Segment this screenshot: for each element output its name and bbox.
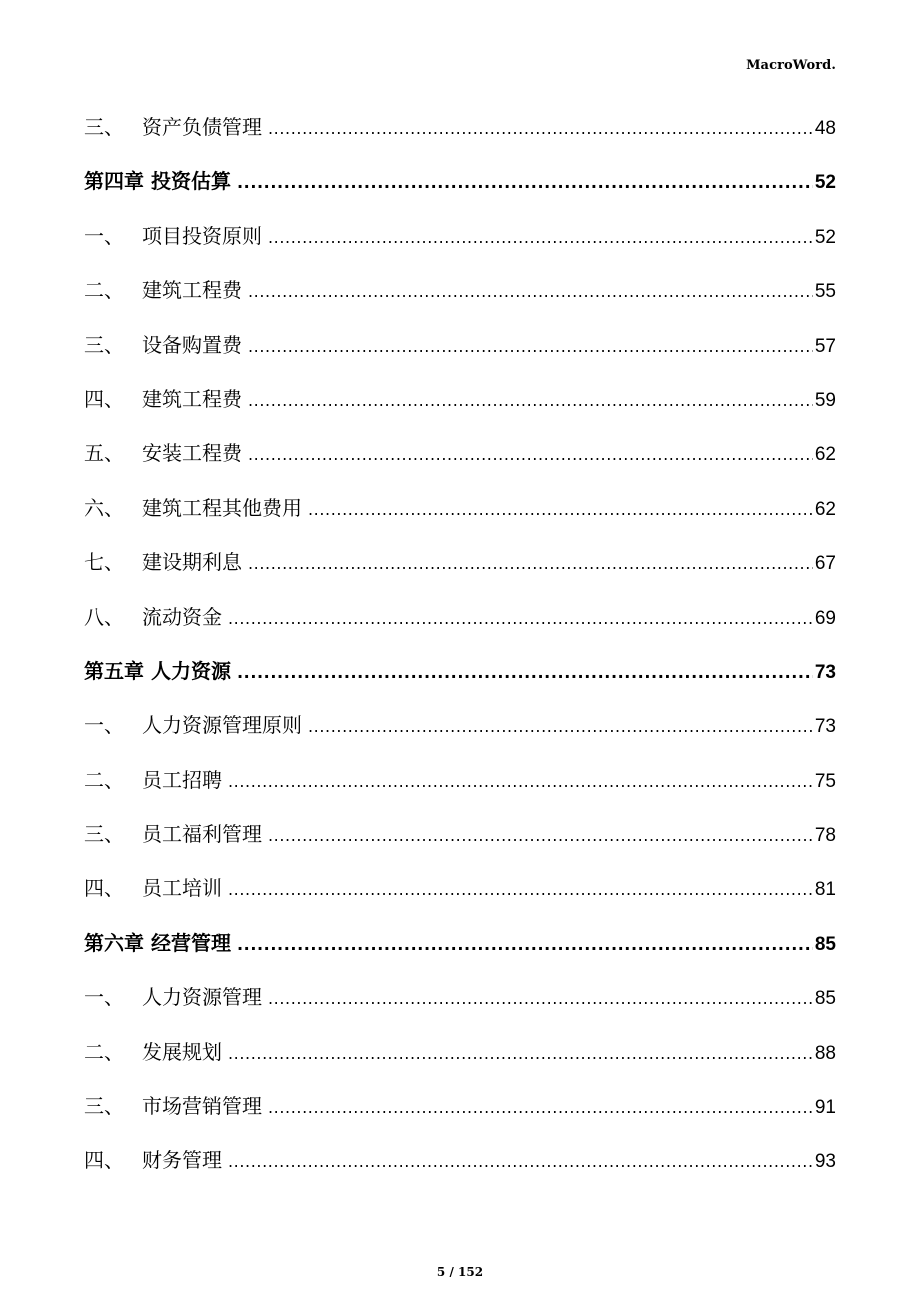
toc-entry-number: 六、 (84, 495, 124, 520)
toc-entry-title: 设备购置费 (142, 332, 242, 357)
toc-page-number: 93 (814, 1151, 836, 1173)
toc-dot-leader (248, 426, 813, 482)
toc-entry-number: 二、 (84, 278, 124, 303)
toc-entry-number: 一、 (84, 713, 124, 738)
toc-entry-title: 市场营销管理 (142, 1094, 262, 1119)
toc-section-entry[interactable] (84, 481, 836, 535)
toc-section-entry[interactable] (84, 861, 836, 915)
toc-page-number: 73 (814, 716, 836, 738)
toc-dot-leader (228, 1133, 813, 1189)
table-of-contents (84, 100, 836, 1188)
toc-section-entry[interactable] (84, 372, 836, 426)
toc-entry-number: 七、 (84, 550, 124, 575)
toc-entry-title: 流动资金 (142, 604, 222, 629)
toc-dot-leader (268, 209, 813, 265)
toc-dot-leader (228, 753, 813, 809)
toc-dot-leader (268, 970, 813, 1026)
toc-entry-title: 员工培训 (142, 876, 222, 901)
toc-section-entry[interactable] (84, 263, 836, 317)
toc-section-entry[interactable] (84, 318, 836, 372)
toc-entry-number: 四、 (84, 1148, 124, 1173)
toc-entry-title: 建筑工程其他费用 (142, 495, 302, 520)
toc-entry-title: 建筑工程费 (142, 278, 242, 303)
toc-section-entry[interactable] (84, 1025, 836, 1079)
toc-dot-leader (228, 1025, 813, 1081)
toc-section-entry[interactable] (84, 698, 836, 752)
toc-dot-leader (248, 318, 813, 374)
toc-section-entry[interactable] (84, 807, 836, 861)
toc-chapter-entry[interactable] (84, 644, 836, 698)
toc-section-entry[interactable] (84, 426, 836, 480)
toc-entry-number: 二、 (84, 767, 124, 792)
toc-page-number: 78 (814, 825, 836, 847)
toc-entry-title: 人力资源管理 (142, 985, 262, 1010)
toc-chapter-entry[interactable] (84, 916, 836, 970)
toc-entry-title: 第五章 人力资源 (84, 658, 231, 683)
toc-dot-leader (248, 372, 813, 428)
toc-dot-leader (248, 535, 813, 591)
toc-entry-number: 三、 (84, 1094, 124, 1119)
toc-page-number: 85 (814, 933, 836, 955)
toc-entry-title: 第六章 经营管理 (84, 930, 231, 955)
toc-dot-leader (308, 481, 813, 537)
toc-dot-leader (248, 263, 813, 319)
toc-dot-leader (228, 590, 813, 646)
toc-dot-leader (228, 861, 813, 917)
page-header-brand: MacroWord. (746, 58, 836, 73)
toc-entry-number: 五、 (84, 441, 124, 466)
toc-page-number: 67 (814, 553, 836, 575)
toc-entry-number: 八、 (84, 604, 124, 629)
toc-entry-title: 资产负债管理 (142, 115, 262, 139)
toc-page-number: 52 (814, 172, 836, 194)
toc-entry-title: 建筑工程费 (142, 386, 242, 411)
toc-entry-number: 一、 (84, 223, 124, 248)
toc-section-entry[interactable] (84, 209, 836, 263)
toc-section-entry[interactable] (84, 753, 836, 807)
toc-page-number: 73 (814, 661, 836, 683)
toc-entry-title: 安装工程费 (142, 441, 242, 466)
toc-entry-title: 第四章 投资估算 (84, 169, 231, 194)
toc-page-number: 62 (814, 444, 836, 466)
toc-entry-number: 二、 (84, 1039, 124, 1064)
toc-dot-leader (237, 916, 813, 972)
toc-page-number: 81 (814, 879, 836, 901)
toc-entry-number: 四、 (84, 386, 124, 411)
toc-dot-leader (268, 807, 813, 863)
toc-dot-leader (237, 154, 813, 210)
toc-section-entry[interactable] (84, 590, 836, 644)
toc-page-number: 59 (814, 389, 836, 411)
toc-section-entry[interactable] (84, 970, 836, 1024)
page-number-footer: 5 / 152 (436, 1265, 484, 1279)
toc-section-entry[interactable] (84, 535, 836, 589)
toc-entry-number: 四、 (84, 876, 124, 901)
toc-dot-leader (268, 1079, 813, 1135)
toc-page-number: 57 (814, 335, 836, 357)
toc-entry-number: 三、 (84, 822, 124, 847)
toc-page-number: 75 (814, 770, 836, 792)
toc-entry-title: 员工福利管理 (142, 822, 262, 847)
toc-page-number: 88 (814, 1042, 836, 1064)
toc-page-number: 91 (814, 1097, 836, 1119)
toc-section-entry[interactable] (84, 1133, 836, 1187)
toc-page-number: 62 (814, 498, 836, 520)
toc-entry-title: 员工招聘 (142, 767, 222, 792)
toc-entry-number: 三、 (84, 332, 124, 357)
toc-page-number: 55 (814, 281, 836, 303)
toc-section-entry[interactable] (84, 1079, 836, 1133)
toc-page-number: 69 (814, 607, 836, 629)
toc-entry-title: 财务管理 (142, 1148, 222, 1173)
toc-dot-leader (237, 644, 813, 700)
toc-entry-title: 发展规划 (142, 1039, 222, 1064)
toc-entry-title: 项目投资原则 (142, 223, 262, 248)
toc-dot-leader (268, 100, 813, 156)
toc-chapter-entry[interactable] (84, 154, 836, 208)
toc-page-number: 85 (814, 988, 836, 1010)
toc-page-number: 52 (814, 226, 836, 248)
toc-entry-number: 三、 (84, 115, 124, 139)
toc-page-number: 48 (814, 118, 836, 139)
toc-entry-title: 人力资源管理原则 (142, 713, 302, 738)
toc-section-entry[interactable] (84, 100, 836, 154)
toc-entry-number: 一、 (84, 985, 124, 1010)
toc-dot-leader (308, 698, 813, 754)
toc-entry-title: 建设期利息 (142, 550, 242, 575)
